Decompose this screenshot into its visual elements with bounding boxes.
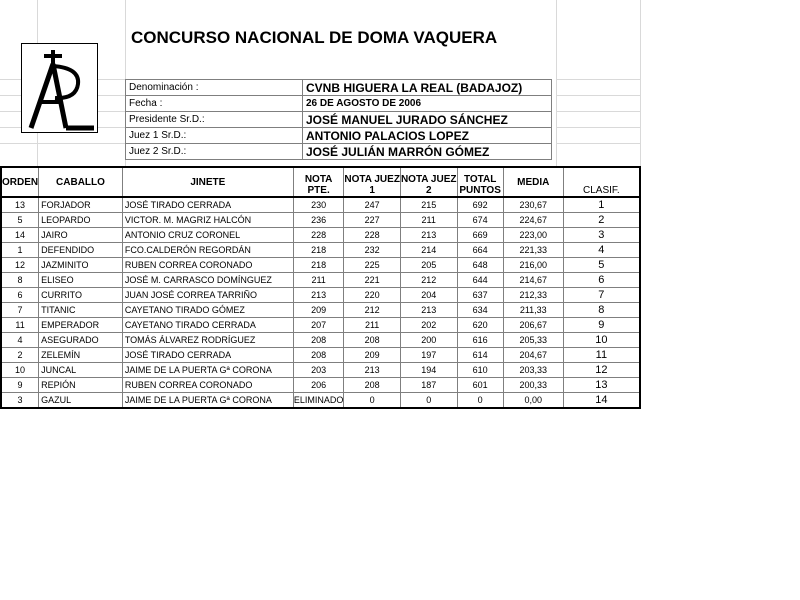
cell-media: 221,33 (503, 243, 563, 258)
column-header-nota-juez-2: NOTA JUEZ 2 (400, 167, 457, 197)
cell-total-puntos: 644 (457, 273, 503, 288)
cell-total-puntos: 0 (457, 393, 503, 409)
cell-jinete: ANTONIO CRUZ CORONEL (122, 228, 293, 243)
gridline (0, 143, 125, 144)
info-row (126, 128, 552, 144)
cell-total-puntos: 634 (457, 303, 503, 318)
cell-media: 204,67 (503, 348, 563, 363)
cell-nota-pte: 218 (293, 243, 344, 258)
cell-media: 211,33 (503, 303, 563, 318)
column-header-orden: ORDEN (1, 167, 39, 197)
cell-nota-pte: 208 (293, 348, 344, 363)
cell-nota-juez-2: 197 (400, 348, 457, 363)
cell-orden: 3 (1, 393, 39, 409)
table-row (1, 213, 640, 228)
cell-caballo: GAZUL (39, 393, 123, 409)
cell-clasif: 7 (563, 288, 640, 303)
info-row (126, 80, 552, 96)
cell-clasif: 2 (563, 213, 640, 228)
column-header-total-puntos: TOTAL PUNTOS (457, 167, 503, 197)
gridline (556, 127, 641, 128)
cell-nota-pte: 206 (293, 378, 344, 393)
info-row (126, 112, 552, 128)
gridline (556, 143, 641, 144)
cell-jinete: RUBEN CORREA CORONADO (122, 378, 293, 393)
cell-caballo: CURRITO (39, 288, 123, 303)
cell-caballo: ELISEO (39, 273, 123, 288)
table-row (1, 273, 640, 288)
cell-media: 230,67 (503, 197, 563, 213)
info-label: Presidente Sr.D.: (126, 112, 303, 128)
cell-clasif: 11 (563, 348, 640, 363)
cell-caballo: TITANIC (39, 303, 123, 318)
cell-orden: 4 (1, 333, 39, 348)
cell-caballo: DEFENDIDO (39, 243, 123, 258)
cell-clasif: 10 (563, 333, 640, 348)
apr-monogram-cross-logo (21, 43, 98, 133)
info-row (126, 96, 552, 112)
cell-total-puntos: 669 (457, 228, 503, 243)
cell-caballo: LEOPARDO (39, 213, 123, 228)
cell-nota-juez-1: 209 (344, 348, 401, 363)
cell-nota-juez-2: 200 (400, 333, 457, 348)
cell-media: 223,00 (503, 228, 563, 243)
table-row (1, 378, 640, 393)
cell-nota-juez-2: 187 (400, 378, 457, 393)
cell-clasif: 9 (563, 318, 640, 333)
cell-media: 200,33 (503, 378, 563, 393)
cell-nota-pte: 213 (293, 288, 344, 303)
logo-graphic (22, 44, 97, 132)
cell-clasif: 8 (563, 303, 640, 318)
cell-nota-pte: 218 (293, 258, 344, 273)
info-value: JOSÉ JULIÁN MARRÓN GÓMEZ (303, 144, 552, 160)
cell-total-puntos: 674 (457, 213, 503, 228)
cell-clasif: 1 (563, 197, 640, 213)
column-header-jinete: JINETE (122, 167, 293, 197)
cell-nota-pte: ELIMINADO (293, 393, 344, 409)
cell-nota-juez-2: 194 (400, 363, 457, 378)
column-header-nota-pte: NOTA PTE. (293, 167, 344, 197)
cell-jinete: VICTOR. M. MAGRIZ HALCÓN (122, 213, 293, 228)
cell-nota-pte: 203 (293, 363, 344, 378)
cell-total-puntos: 601 (457, 378, 503, 393)
cell-media: 212,33 (503, 288, 563, 303)
cell-nota-juez-2: 204 (400, 288, 457, 303)
cell-media: 206,67 (503, 318, 563, 333)
page-title: CONCURSO NACIONAL DE DOMA VAQUERA (131, 28, 498, 47)
cell-nota-juez-1: 213 (344, 363, 401, 378)
table-row (1, 348, 640, 363)
column-header-clasif: CLASIF. (563, 167, 640, 197)
info-value: JOSÉ MANUEL JURADO SÁNCHEZ (303, 112, 552, 128)
cell-nota-juez-1: 212 (344, 303, 401, 318)
info-label: Fecha : (126, 96, 303, 112)
competition-info (125, 79, 552, 160)
table-row (1, 258, 640, 273)
cell-caballo: JAIRO (39, 228, 123, 243)
info-value: CVNB HIGUERA LA REAL (BADAJOZ) (303, 80, 552, 96)
cell-nota-pte: 230 (293, 197, 344, 213)
cell-nota-juez-2: 213 (400, 228, 457, 243)
gridline (556, 111, 641, 112)
cell-caballo: ASEGURADO (39, 333, 123, 348)
table-row (1, 197, 640, 213)
cell-nota-pte: 228 (293, 228, 344, 243)
cell-orden: 10 (1, 363, 39, 378)
cell-nota-juez-2: 215 (400, 197, 457, 213)
cell-clasif: 12 (563, 363, 640, 378)
cell-jinete: JUAN JOSÉ CORREA TARRIÑO (122, 288, 293, 303)
table-row (1, 243, 640, 258)
cell-nota-juez-2: 202 (400, 318, 457, 333)
cell-caballo: JUNCAL (39, 363, 123, 378)
gridline (556, 95, 641, 96)
cell-nota-juez-1: 211 (344, 318, 401, 333)
column-header-media: MEDIA (503, 167, 563, 197)
cell-nota-juez-1: 225 (344, 258, 401, 273)
gridline (640, 0, 641, 166)
cell-total-puntos: 692 (457, 197, 503, 213)
cell-nota-juez-1: 208 (344, 378, 401, 393)
cell-clasif: 13 (563, 378, 640, 393)
cell-caballo: REPIÓN (39, 378, 123, 393)
cell-nota-juez-1: 247 (344, 197, 401, 213)
cell-total-puntos: 637 (457, 288, 503, 303)
cell-jinete: TOMÁS ÁLVAREZ RODRÍGUEZ (122, 333, 293, 348)
cell-total-puntos: 610 (457, 363, 503, 378)
cell-orden: 9 (1, 378, 39, 393)
cell-total-puntos: 616 (457, 333, 503, 348)
cell-caballo: ZELEMÍN (39, 348, 123, 363)
cell-nota-pte: 236 (293, 213, 344, 228)
cell-nota-juez-2: 0 (400, 393, 457, 409)
cell-nota-juez-1: 220 (344, 288, 401, 303)
cell-total-puntos: 648 (457, 258, 503, 273)
info-value: ANTONIO PALACIOS LOPEZ (303, 128, 552, 144)
info-value: 26 DE AGOSTO DE 2006 (303, 96, 552, 112)
cell-media: 214,67 (503, 273, 563, 288)
cell-media: 203,33 (503, 363, 563, 378)
cell-jinete: JAIME DE LA PUERTA Gª CORONA (122, 363, 293, 378)
cell-nota-juez-2: 205 (400, 258, 457, 273)
table-row (1, 303, 640, 318)
cell-caballo: JAZMINITO (39, 258, 123, 273)
table-row (1, 318, 640, 333)
cell-orden: 1 (1, 243, 39, 258)
cell-jinete: FCO.CALDERÓN REGORDÁN (122, 243, 293, 258)
info-label: Juez 2 Sr.D.: (126, 144, 303, 160)
cell-total-puntos: 620 (457, 318, 503, 333)
gridline (556, 79, 641, 80)
cell-clasif: 4 (563, 243, 640, 258)
cell-media: 216,00 (503, 258, 563, 273)
cell-clasif: 14 (563, 393, 640, 409)
info-label: Denominación : (126, 80, 303, 96)
results-table (0, 166, 641, 409)
cell-orden: 12 (1, 258, 39, 273)
cell-jinete: JAIME DE LA PUERTA Gª CORONA (122, 393, 293, 409)
cell-nota-juez-2: 211 (400, 213, 457, 228)
cell-nota-juez-2: 214 (400, 243, 457, 258)
cell-total-puntos: 664 (457, 243, 503, 258)
cell-nota-juez-1: 208 (344, 333, 401, 348)
cell-nota-juez-2: 212 (400, 273, 457, 288)
cell-jinete: JOSÉ TIRADO CERRADA (122, 197, 293, 213)
table-row (1, 363, 640, 378)
cell-nota-juez-1: 0 (344, 393, 401, 409)
cell-jinete: CAYETANO TIRADO CERRADA (122, 318, 293, 333)
cell-orden: 11 (1, 318, 39, 333)
table-row (1, 288, 640, 303)
table-row (1, 228, 640, 243)
cell-jinete: RUBEN CORREA CORONADO (122, 258, 293, 273)
cell-orden: 6 (1, 288, 39, 303)
cell-jinete: JOSÉ M. CARRASCO DOMÍNGUEZ (122, 273, 293, 288)
cell-clasif: 5 (563, 258, 640, 273)
table-row (1, 393, 640, 409)
cell-clasif: 6 (563, 273, 640, 288)
cell-clasif: 3 (563, 228, 640, 243)
cell-nota-juez-2: 213 (400, 303, 457, 318)
cell-orden: 8 (1, 273, 39, 288)
cell-nota-juez-1: 232 (344, 243, 401, 258)
cell-jinete: CAYETANO TIRADO GÓMEZ (122, 303, 293, 318)
cell-nota-pte: 211 (293, 273, 344, 288)
cell-nota-pte: 209 (293, 303, 344, 318)
cell-orden: 7 (1, 303, 39, 318)
cell-orden: 5 (1, 213, 39, 228)
cell-orden: 2 (1, 348, 39, 363)
column-header-nota-juez-1: NOTA JUEZ 1 (344, 167, 401, 197)
cell-nota-pte: 208 (293, 333, 344, 348)
info-row (126, 144, 552, 160)
cell-jinete: JOSÉ TIRADO CERRADA (122, 348, 293, 363)
gridline (556, 0, 557, 166)
cell-orden: 14 (1, 228, 39, 243)
cell-nota-juez-1: 227 (344, 213, 401, 228)
cell-media: 0,00 (503, 393, 563, 409)
table-row (1, 333, 640, 348)
cell-nota-juez-1: 228 (344, 228, 401, 243)
cell-nota-pte: 207 (293, 318, 344, 333)
cell-media: 224,67 (503, 213, 563, 228)
cell-nota-juez-1: 221 (344, 273, 401, 288)
table-header-row (1, 167, 640, 197)
column-header-caballo: CABALLO (39, 167, 123, 197)
cell-caballo: FORJADOR (39, 197, 123, 213)
cell-media: 205,33 (503, 333, 563, 348)
cell-caballo: EMPERADOR (39, 318, 123, 333)
cell-total-puntos: 614 (457, 348, 503, 363)
info-label: Juez 1 Sr.D.: (126, 128, 303, 144)
cell-orden: 13 (1, 197, 39, 213)
